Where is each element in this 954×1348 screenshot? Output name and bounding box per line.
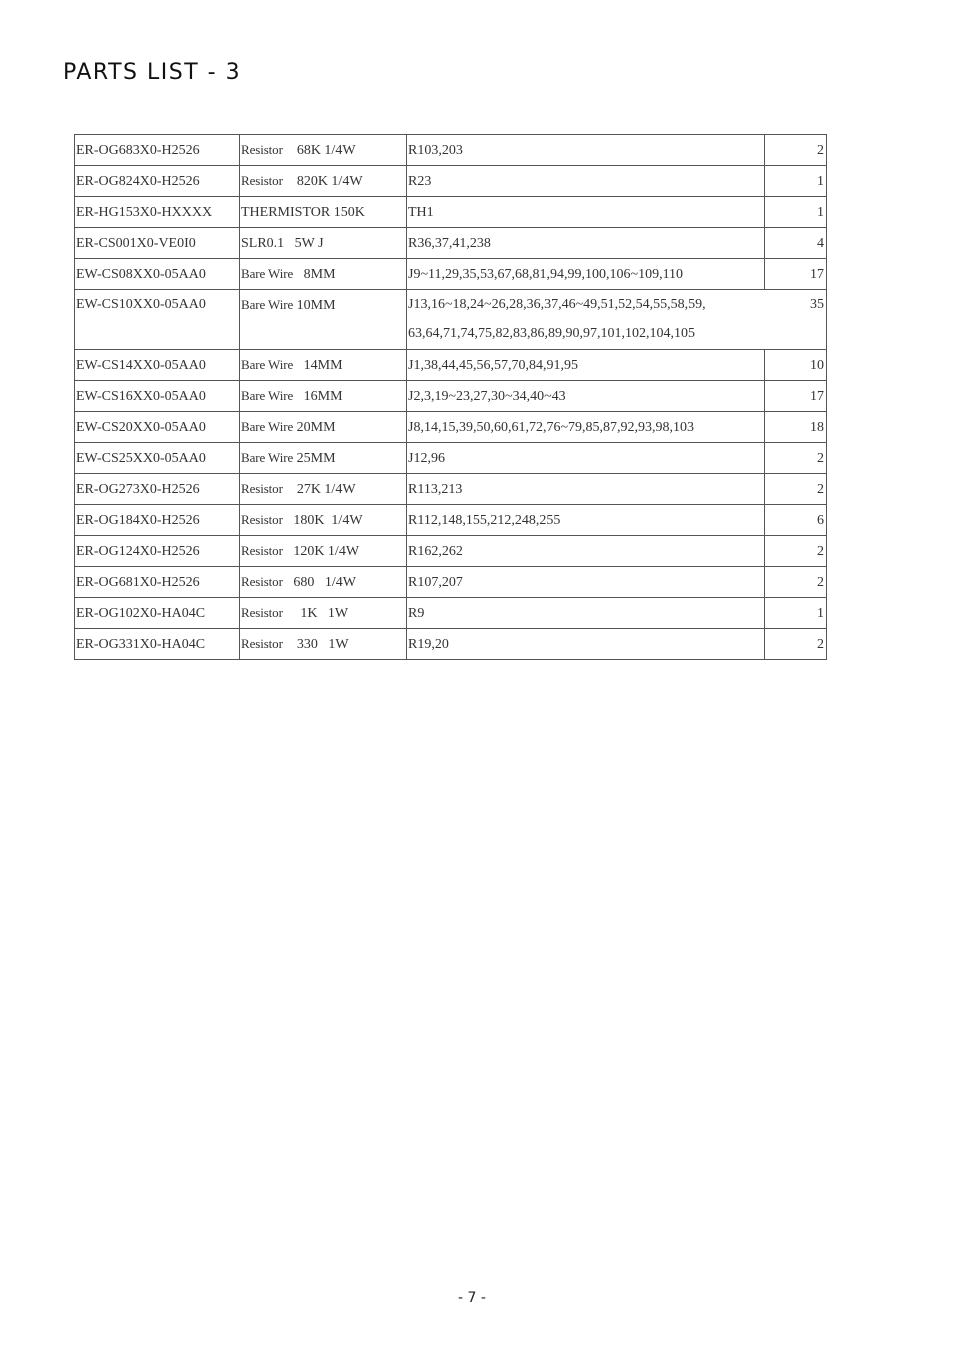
part-number-cell: ER-CS001X0-VE0I0 <box>75 228 240 259</box>
quantity-cell: 2 <box>765 135 827 166</box>
description-type: Resistor <box>241 173 283 188</box>
quantity-cell: 2 <box>765 536 827 567</box>
reference-cell: J9~11,29,35,53,67,68,81,94,99,100,106~109,110 <box>407 259 765 290</box>
description-cell <box>240 350 407 381</box>
reference-cell: J12,96 <box>407 443 765 474</box>
table-row <box>75 474 827 505</box>
table-row <box>75 567 827 598</box>
part-number-cell: ER-OG124X0-H2526 <box>75 536 240 567</box>
table-row <box>75 629 827 660</box>
quantity-cell: 18 <box>765 412 827 443</box>
description-type: Resistor <box>241 605 283 620</box>
description-spec: 120K 1/4W <box>282 544 360 559</box>
description-spec: 8MM <box>293 267 336 282</box>
table-row <box>75 505 827 536</box>
quantity-cell: 2 <box>765 629 827 660</box>
description-spec: 820K 1/4W <box>282 174 363 189</box>
parts-table <box>74 134 827 660</box>
description-cell <box>240 567 407 598</box>
quantity-cell: 1 <box>765 598 827 629</box>
part-number-cell: EW-CS08XX0-05AA0 <box>75 259 240 290</box>
part-number-cell: ER-OG102X0-HA04C <box>75 598 240 629</box>
description-cell <box>240 381 407 412</box>
description-spec: 20MM <box>293 420 336 435</box>
reference-cell: R9 <box>407 598 765 629</box>
table-row-merged <box>75 290 827 350</box>
description-spec: 68K 1/4W <box>282 143 356 158</box>
description-spec: 1K 1W <box>282 606 349 621</box>
description-type: Resistor <box>241 574 283 589</box>
reference-cell: R107,207 <box>407 567 765 598</box>
table-row <box>75 197 827 228</box>
table-row <box>75 412 827 443</box>
quantity-cell: 17 <box>765 381 827 412</box>
description-spec: THERMISTOR 150K <box>241 205 365 220</box>
table-row <box>75 259 827 290</box>
description-spec: 16MM <box>293 389 343 404</box>
part-number-cell: ER-OG683X0-H2526 <box>75 135 240 166</box>
description-spec: 330 1W <box>282 637 349 652</box>
reference-cell: R113,213 <box>407 474 765 505</box>
quantity-cell: 1 <box>765 166 827 197</box>
description-cell <box>240 629 407 660</box>
reference-cell: J8,14,15,39,50,60,61,72,76~79,85,87,92,93,98,103 <box>407 412 765 443</box>
description-spec: 27K 1/4W <box>282 482 356 497</box>
description-cell <box>240 505 407 536</box>
part-number-cell: EW-CS14XX0-05AA0 <box>75 350 240 381</box>
quantity-cell: 35 <box>765 290 827 350</box>
description-type: Resistor <box>241 636 283 651</box>
quantity-cell: 2 <box>765 474 827 505</box>
quantity-cell: 2 <box>765 567 827 598</box>
description-spec: 10MM <box>293 298 336 313</box>
reference-cell: R19,20 <box>407 629 765 660</box>
description-cell <box>240 197 407 228</box>
description-cell <box>240 228 407 259</box>
page-title: PARTS LIST - 3 <box>63 60 242 85</box>
part-number-cell: EW-CS16XX0-05AA0 <box>75 381 240 412</box>
description-spec: 680 1/4W <box>282 575 356 590</box>
description-spec: SLR0.1 5W J <box>241 236 324 251</box>
part-number-cell: ER-OG184X0-H2526 <box>75 505 240 536</box>
part-number-cell: ER-OG681X0-H2526 <box>75 567 240 598</box>
description-type: Bare Wire <box>241 297 294 312</box>
description-spec: 14MM <box>293 358 343 373</box>
reference-cell: R162,262 <box>407 536 765 567</box>
description-cell <box>240 135 407 166</box>
description-type: Bare Wire <box>241 357 294 372</box>
reference-cell: TH1 <box>407 197 765 228</box>
reference-line-1: J13,16~18,24~26,28,36,37,46~49,51,52,54,55,58,59, <box>408 297 706 312</box>
part-number-cell: EW-CS25XX0-05AA0 <box>75 443 240 474</box>
page-number: - 7 - <box>458 1290 486 1306</box>
reference-line-2: 63,64,71,74,75,82,83,86,89,90,97,101,102,104,105 <box>408 326 695 341</box>
reference-cell: R112,148,155,212,248,255 <box>407 505 765 536</box>
quantity-cell: 6 <box>765 505 827 536</box>
table-row <box>75 443 827 474</box>
table-row <box>75 135 827 166</box>
reference-cell <box>407 290 765 350</box>
description-spec: 25MM <box>293 451 336 466</box>
part-number-cell: EW-CS20XX0-05AA0 <box>75 412 240 443</box>
reference-cell: R36,37,41,238 <box>407 228 765 259</box>
reference-cell: R23 <box>407 166 765 197</box>
description-spec: 180K 1/4W <box>282 513 363 528</box>
quantity-cell: 1 <box>765 197 827 228</box>
table-row <box>75 228 827 259</box>
quantity-cell: 17 <box>765 259 827 290</box>
reference-cell: R103,203 <box>407 135 765 166</box>
quantity-cell: 10 <box>765 350 827 381</box>
part-number-cell: ER-HG153X0-HXXXX <box>75 197 240 228</box>
description-cell <box>240 290 407 350</box>
description-type: Resistor <box>241 543 283 558</box>
description-cell <box>240 474 407 505</box>
table-row <box>75 381 827 412</box>
reference-cell: J1,38,44,45,56,57,70,84,91,95 <box>407 350 765 381</box>
quantity-cell: 2 <box>765 443 827 474</box>
part-number-cell: ER-OG331X0-HA04C <box>75 629 240 660</box>
table-row <box>75 536 827 567</box>
parts-table-body <box>75 135 827 660</box>
description-type: Bare Wire <box>241 419 294 434</box>
table-row <box>75 598 827 629</box>
description-cell <box>240 412 407 443</box>
description-cell <box>240 598 407 629</box>
description-cell <box>240 536 407 567</box>
description-cell <box>240 259 407 290</box>
description-cell <box>240 166 407 197</box>
part-number-cell: ER-OG273X0-H2526 <box>75 474 240 505</box>
description-type: Resistor <box>241 481 283 496</box>
description-type: Bare Wire <box>241 388 294 403</box>
table-row <box>75 166 827 197</box>
reference-cell: J2,3,19~23,27,30~34,40~43 <box>407 381 765 412</box>
description-type: Bare Wire <box>241 450 294 465</box>
part-number-cell: ER-OG824X0-H2526 <box>75 166 240 197</box>
quantity-cell: 4 <box>765 228 827 259</box>
description-cell <box>240 443 407 474</box>
description-type: Bare Wire <box>241 266 294 281</box>
table-row <box>75 350 827 381</box>
part-number-cell: EW-CS10XX0-05AA0 <box>75 290 240 350</box>
description-type: Resistor <box>241 512 283 527</box>
description-type: Resistor <box>241 142 283 157</box>
